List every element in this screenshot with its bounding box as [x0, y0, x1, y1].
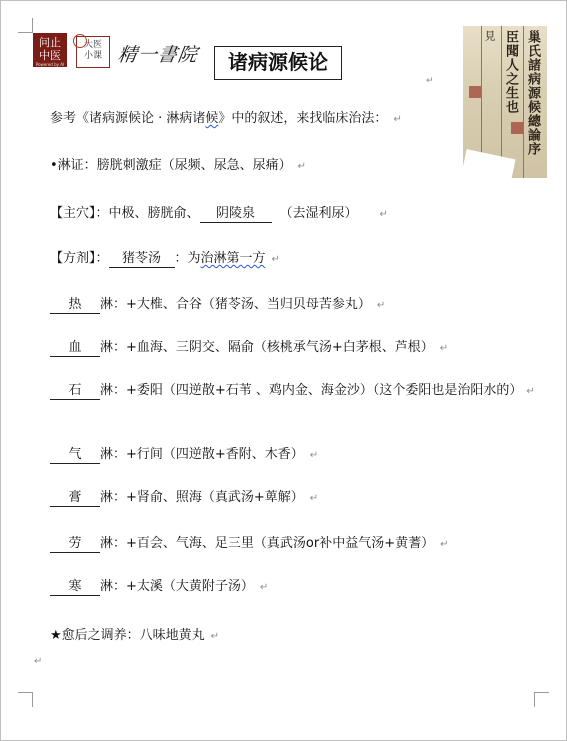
paragraph-mark: ↵ [210, 631, 220, 642]
lin-type-row [50, 339, 448, 357]
paragraph-mark: ↵ [526, 386, 535, 397]
book-column-rule [501, 26, 502, 178]
lin-type-blank: 血 [50, 339, 100, 357]
wenzhi-logo [33, 33, 67, 67]
ancient-book-image [463, 26, 547, 178]
main-point-blank: 阴陵泉 [200, 205, 272, 223]
book-column-rule [523, 26, 524, 178]
intro-text: 参考《诸病源候论 · 淋病诸 [50, 111, 206, 126]
paragraph-mark: ↵ [309, 450, 319, 461]
lin-type-text: 淋：+行间（四逆散+香附、木香） [100, 447, 304, 462]
jingyi-calligraphy-logo: 精一書院 [116, 44, 200, 66]
formula-prefix: 【方剂】： [50, 251, 109, 266]
aftercare-text: ★愈后之调养：八味地黄丸 [50, 628, 205, 643]
formula-blank: 猪苓汤 [109, 250, 175, 268]
paragraph-mark: ↵ [297, 161, 307, 172]
lin-type-text: 淋：+委阳（四逆散+石苇 、鸡内金、海金沙）（这个委阳也是治阳水的） [100, 383, 523, 398]
main-points-suffix: （去湿利尿） [279, 206, 358, 221]
book-column-text: 見 [483, 30, 496, 42]
paragraph-mark: ↵ [440, 539, 449, 550]
lin-type-row [50, 296, 385, 314]
formula-line [50, 250, 280, 268]
lin-symptom-line [50, 157, 306, 175]
lin-type-row [50, 380, 550, 402]
lin-type-row [50, 489, 318, 507]
lin-type-row [50, 446, 318, 464]
paragraph-mark: ↵ [439, 343, 449, 354]
formula-suffix: ：为 [174, 251, 201, 266]
aftercare-line [50, 627, 219, 645]
seal-stamp [511, 122, 523, 134]
lin-type-text: 淋：+血海、三阴交、隔俞（核桃承气汤+白茅根、芦根） [100, 340, 434, 355]
paragraph-mark: ↵ [393, 114, 402, 125]
intro-line [50, 110, 402, 128]
lin-type-text: 淋：+大椎、合谷（猪苓汤、当归贝母苦参丸） [100, 297, 371, 312]
paragraph-mark: ↵ [376, 300, 386, 311]
main-points-prefix: 【主穴】：中极、膀胱俞、 [50, 206, 200, 221]
paragraph-mark: ↵ [34, 656, 43, 667]
lin-type-text: 淋：+百会、气海、足三里（真武汤or补中益气汤+黄蓍） [100, 536, 435, 551]
lin-type-row [50, 578, 268, 596]
crop-mark-bottom-right [534, 692, 549, 707]
lin-type-blank: 石 [50, 382, 100, 400]
wenzhi-logo-text: 问止中医 [39, 36, 61, 62]
page-title: 诸病源候论 [214, 46, 342, 80]
dayi-logo [76, 36, 110, 68]
lin-type-blank: 劳 [50, 535, 100, 553]
main-points-line [50, 205, 388, 223]
intro-text-flagged: 候 [205, 111, 219, 126]
intro-text-end: 》中的叙述，来找临床治法： [218, 111, 388, 126]
paragraph-mark: ↵ [379, 209, 388, 220]
paragraph-mark: ↵ [271, 254, 280, 265]
crop-mark-top-left [18, 18, 33, 33]
seal-stamp [469, 86, 481, 98]
wenzhi-logo-sub: Powered by AI [35, 62, 65, 67]
lin-symptom-text: •淋证：膀胱刺激症（尿频、尿急、尿痛） [50, 158, 292, 173]
lin-type-text: 淋：+太溪（大黄附子汤） [100, 579, 254, 594]
book-column-text: 巢氏諸病源候總論序 [525, 30, 540, 156]
lin-type-text: 淋：+肾俞、照海（真武汤+萆解） [100, 490, 304, 505]
lin-type-row [50, 535, 448, 553]
lin-type-blank: 膏 [50, 489, 100, 507]
logo-ring-icon [73, 34, 87, 48]
paragraph-mark: ↵ [309, 493, 319, 504]
torn-edge [463, 149, 516, 178]
paragraph-mark: ↵ [259, 582, 269, 593]
dayi-logo-text: 大医小课 [83, 40, 102, 61]
paragraph-mark: ↵ [426, 76, 434, 86]
formula-suffix-flagged: 治淋第一方 [200, 251, 266, 266]
crop-mark-bottom-left [18, 692, 33, 707]
book-column-text: 臣聞人之生也 [503, 30, 518, 114]
lin-type-blank: 气 [50, 446, 100, 464]
lin-type-blank: 寒 [50, 578, 100, 596]
lin-type-blank: 热 [50, 296, 100, 314]
